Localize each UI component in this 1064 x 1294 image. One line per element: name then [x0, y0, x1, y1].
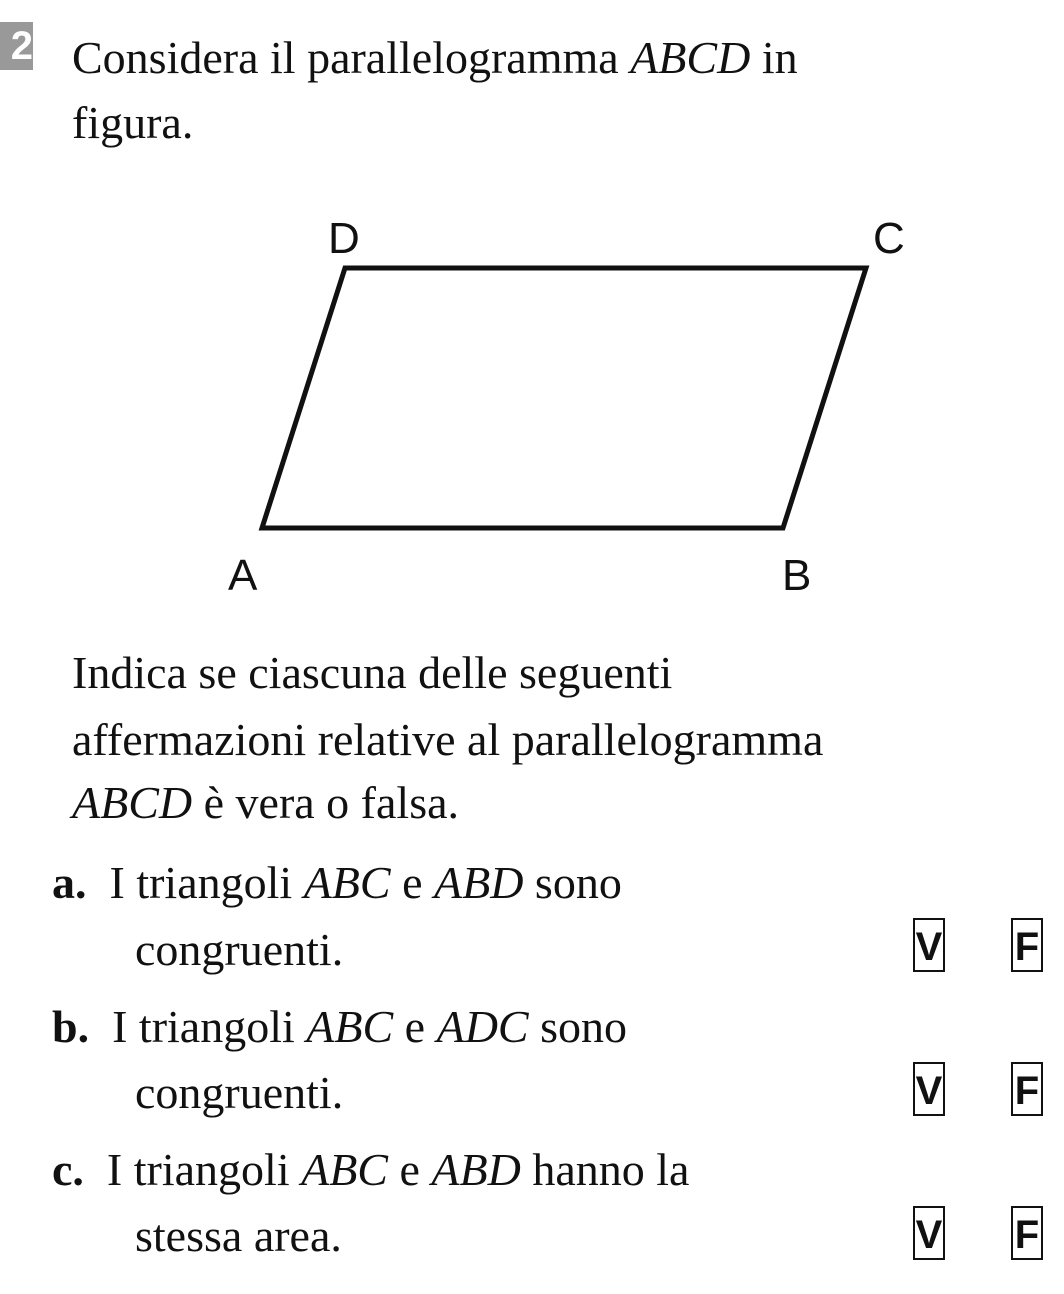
item-c-line-1: [52, 1142, 689, 1198]
vertex-label-d: D: [328, 214, 360, 263]
intro-text: Considera il parallelogramma: [72, 32, 631, 83]
question-text: è vera o falsa.: [192, 777, 460, 828]
item-text: hanno la: [520, 1144, 690, 1195]
item-math: ABD: [434, 857, 524, 908]
item-a-line-1: [52, 855, 622, 911]
true-checkbox-c[interactable]: V: [913, 1206, 945, 1260]
item-math: ABC: [301, 1144, 388, 1195]
item-c-line-2: stessa area.: [135, 1210, 342, 1261]
vertex-label-c: C: [873, 214, 905, 263]
item-math: ABC: [306, 1001, 394, 1052]
question-line-2: affermazioni relative al parallelogramma: [72, 714, 824, 765]
item-b-line-2: congruenti.: [135, 1067, 344, 1118]
vertex-label-b: B: [782, 551, 812, 600]
item-math: ABC: [303, 857, 391, 908]
item-text: e: [393, 1001, 437, 1052]
item-text: e: [388, 1144, 432, 1195]
item-text: sono: [528, 1001, 627, 1052]
question-line-1: Indica se ciascuna delle seguenti: [72, 647, 673, 698]
vertex-label-a: A: [228, 551, 258, 600]
item-text: I triangoli: [112, 1001, 307, 1052]
item-text: sono: [523, 857, 622, 908]
item-math: ABD: [431, 1144, 521, 1195]
parallelogram-abcd: [262, 268, 866, 528]
question-line-3: [72, 775, 459, 831]
false-checkbox-b[interactable]: F: [1011, 1062, 1043, 1116]
true-checkbox-b[interactable]: V: [913, 1062, 945, 1116]
item-label: b.: [52, 1001, 90, 1052]
item-a-line-2: congruenti.: [135, 924, 344, 975]
item-label: c.: [52, 1144, 84, 1195]
item-label: a.: [52, 857, 87, 908]
intro-after: in: [750, 32, 798, 83]
item-text: I triangoli: [106, 1144, 302, 1195]
exercise-number: 2: [0, 22, 33, 70]
question-math: ABCD: [72, 777, 193, 828]
intro-line-2: figura.: [72, 97, 194, 148]
false-checkbox-c[interactable]: F: [1011, 1206, 1043, 1260]
item-text: I triangoli: [109, 857, 304, 908]
false-checkbox-a[interactable]: F: [1011, 918, 1043, 972]
intro-math: ABCD: [630, 32, 751, 83]
item-b-line-1: [52, 999, 627, 1055]
item-math: ADC: [436, 1001, 529, 1052]
item-text: e: [390, 857, 434, 908]
true-checkbox-a[interactable]: V: [913, 918, 945, 972]
